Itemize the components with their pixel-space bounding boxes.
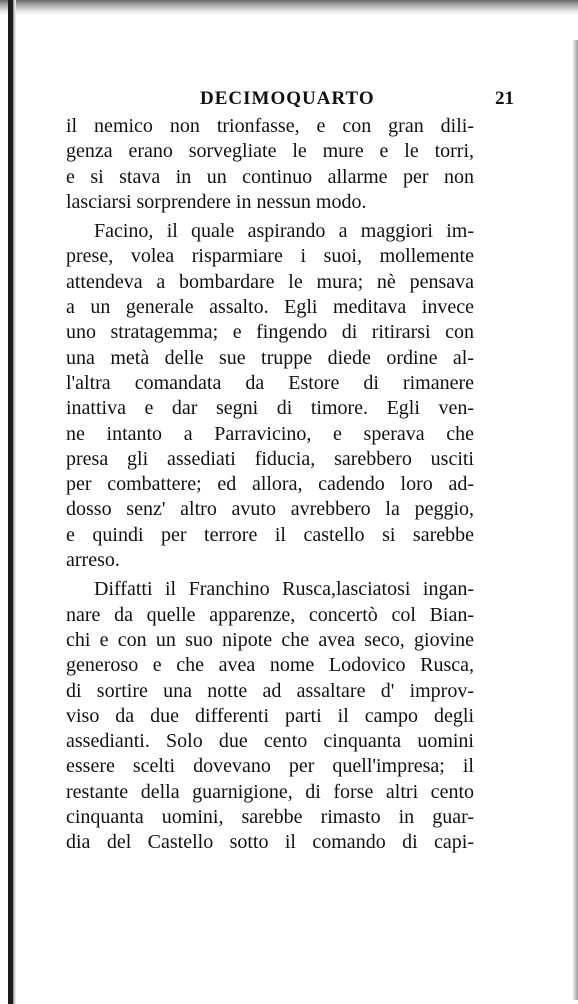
text-line: ne intanto a Parravicino, e sperava che [66,422,474,445]
scan-top-shadow [0,0,578,16]
text-line: prese, volea risparmiare i suoi, mollemente [66,245,474,268]
text-line: essere scelti dovevano per quell'impresa; il [66,755,474,778]
text-line: restante della guarnigione, di forse altri cento [66,780,474,803]
paragraph [66,114,474,215]
text-line: inattiva e dar segni di timore. Egli ven- [66,397,474,420]
text-line: presa gli assediati fiducia, sarebbero usciti [66,447,474,470]
text-line: il nemico non trionfasse, e con gran dili- [66,115,474,137]
text-line: dosso senz' altro avuto avrebbero la peggio, [66,498,474,521]
text-line: dia del Castello sotto il comando di capi- [66,831,474,854]
text-line: chi e con un suo nipote che avea seco, giovine [66,628,474,651]
text-line: una metà delle sue truppe diede ordine al- [66,346,474,369]
text-line: e quindi per terrore il castello si sarebbe [66,523,474,546]
running-head: DECIMOQUARTO [200,88,375,109]
text-line: l'altra comandata da Estore di rimanere [66,371,474,394]
text-line: uno stratagemma; e fingendo di ritirarsi con [66,321,474,344]
body-text [66,114,474,856]
text-line: nare da quelle apparenze, concertò col Bian- [66,603,474,626]
paragraph [66,219,474,573]
paragraph [66,577,474,855]
text-line: di sortire una notte ad assaltare d' improv- [66,679,474,702]
scan-binding-shadow [13,0,16,1004]
text-line: lasciarsi sorprendere in nessun modo. [66,190,367,213]
text-line: arreso. [66,549,120,572]
text-line: a un generale assalto. Egli meditava invece [66,296,474,319]
text-line: Facino, il quale aspirando a maggiori im- [94,220,474,243]
text-line: generoso e che avea nome Lodovico Rusca, [66,654,474,677]
text-line: per combattere; ed allora, cadendo loro ad- [66,473,474,496]
text-line: assedianti. Solo due cento cinquanta uomini [66,730,474,753]
page-header [60,88,514,116]
scan-right-edge [572,40,578,1000]
text-line: e si stava in un continuo allarme per non [66,165,474,188]
text-line: cinquanta uomini, sarebbe rimasto in guar- [66,806,474,829]
text-line: attendeva a bombardare le mura; nè pensava [66,270,474,293]
text-line: viso da due differenti parti il campo degli [66,704,474,727]
text-line: genza erano sorvegliate le mure e le torri, [66,140,474,163]
page-number: 21 [495,88,514,109]
text-line: Diffatti il Franchino Rusca,lasciatosi ingan- [94,578,474,601]
